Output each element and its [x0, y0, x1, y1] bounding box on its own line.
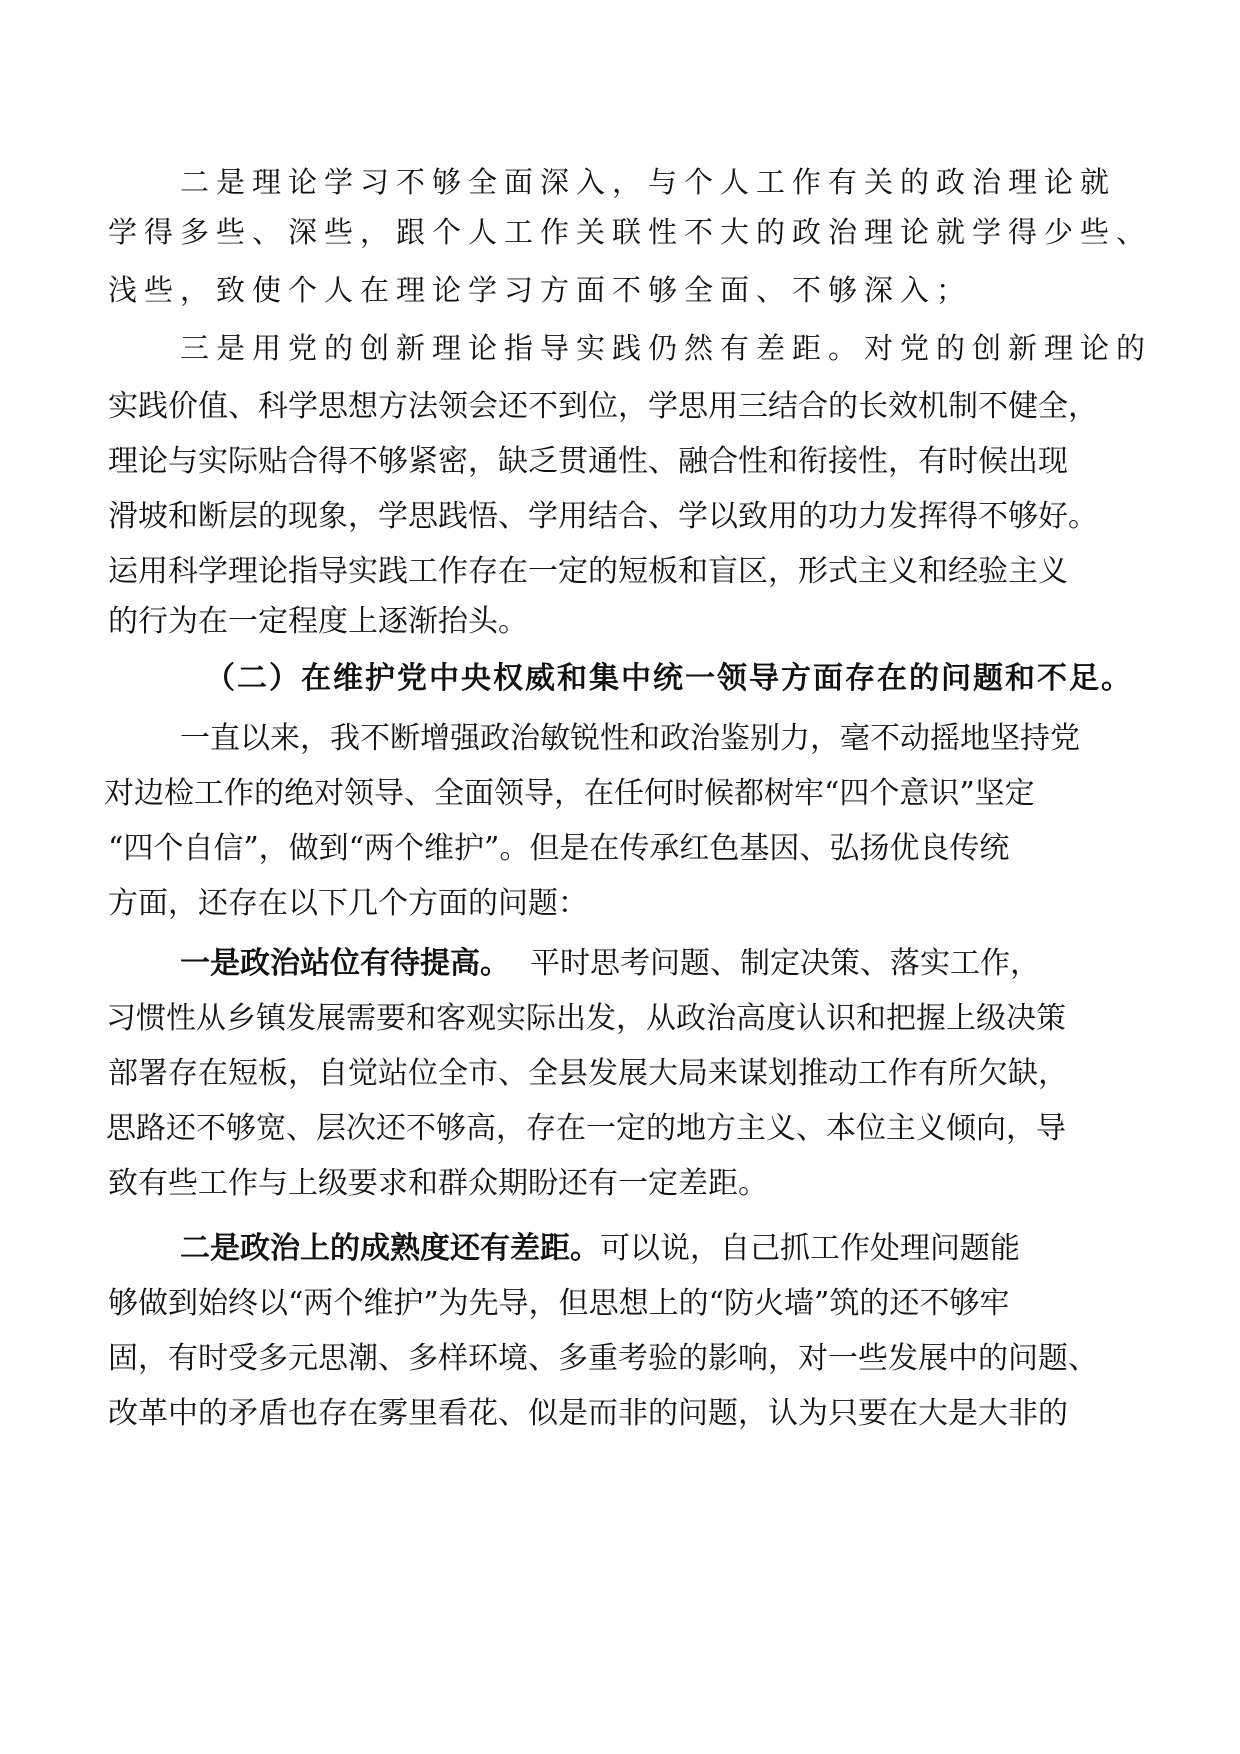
bold-lead: 一是政治站位有待提高。 [180, 946, 510, 981]
paragraph-line: 二是理论学习不够全面深入，与个人工作有关的政治理论就 [180, 165, 1117, 199]
paragraph-line: 够做到始终以“两个维护”为先导，但思想上的“防火墙”筑的还不够牢 [108, 1286, 1010, 1321]
paragraph-line [180, 1229, 1020, 1269]
bold-lead: 二是政治上的成熟度还有差距。 [180, 1231, 600, 1266]
paragraph-line: 改革中的矛盾也存在雾里看花、似是而非的问题，认为只要在大是大非的 [108, 1396, 1068, 1431]
paragraph-line [180, 944, 1040, 984]
paragraph-line: 三是用党的创新理论指导实践仍然有差距。对党的创新理论的 [180, 331, 1153, 365]
paragraph-line: 致有些工作与上级要求和群众期盼还有一定差距。 [108, 1166, 768, 1201]
paragraph-line: 思路还不够宽、层次还不够高，存在一定的地方主义、本位主义倾向，导 [106, 1111, 1066, 1146]
paragraph-line: 的行为在一定程度上逐渐抬头。 [108, 604, 528, 639]
paragraph-line: 习惯性从乡镇发展需要和客观实际出发，从政治高度认识和把握上级决策 [106, 1001, 1066, 1036]
paragraph-line: 方面，还存在以下几个方面的问题： [108, 886, 588, 921]
paragraph-line: 运用科学理论指导实践工作存在一定的短板和盲区，形式主义和经验主义 [108, 554, 1068, 589]
paragraph-line: 学得多些、深些，跟个人工作关联性不大的政治理论就学得少些、 [108, 215, 1153, 249]
paragraph-line: 一直以来，我不断增强政治敏锐性和政治鉴别力，毫不动摇地坚持党 [180, 721, 1080, 756]
paragraph-line: 滑坡和断层的现象，学思践悟、学用结合、学以致用的功力发挥得不够好。 [108, 499, 1098, 534]
section-heading: （二）在维护党中央权威和集中统一领导方面存在的问题和不足。 [205, 661, 1133, 696]
paragraph-line: 实践价值、科学思想方法领会还不到位，学思用三结合的长效机制不健全， [108, 389, 1098, 424]
paragraph-line: 固，有时受多元思潮、多样环境、多重考验的影响，对一些发展中的问题、 [108, 1341, 1098, 1376]
paragraph-line: “四个自信”，做到“两个维护”。但是在传承红色基因、弘扬优良传统 [108, 831, 1010, 866]
paragraph-line: 理论与实际贴合得不够紧密，缺乏贯通性、融合性和衔接性，有时候出现 [108, 444, 1068, 479]
paragraph-line: 对边检工作的绝对领导、全面领导，在任何时候都树牢“四个意识”坚定 [104, 776, 1035, 811]
paragraph-line: 部署存在短板，自觉站位全市、全县发展大局来谋划推动工作有所欠缺， [108, 1056, 1068, 1091]
paragraph-text: 平时思考问题、制定决策、落实工作， [530, 946, 1040, 981]
paragraph-line: 浅些，致使个人在理论学习方面不够全面、不够深入； [108, 273, 973, 307]
paragraph-text: 可以说，自己抓工作处理问题能 [600, 1231, 1020, 1266]
